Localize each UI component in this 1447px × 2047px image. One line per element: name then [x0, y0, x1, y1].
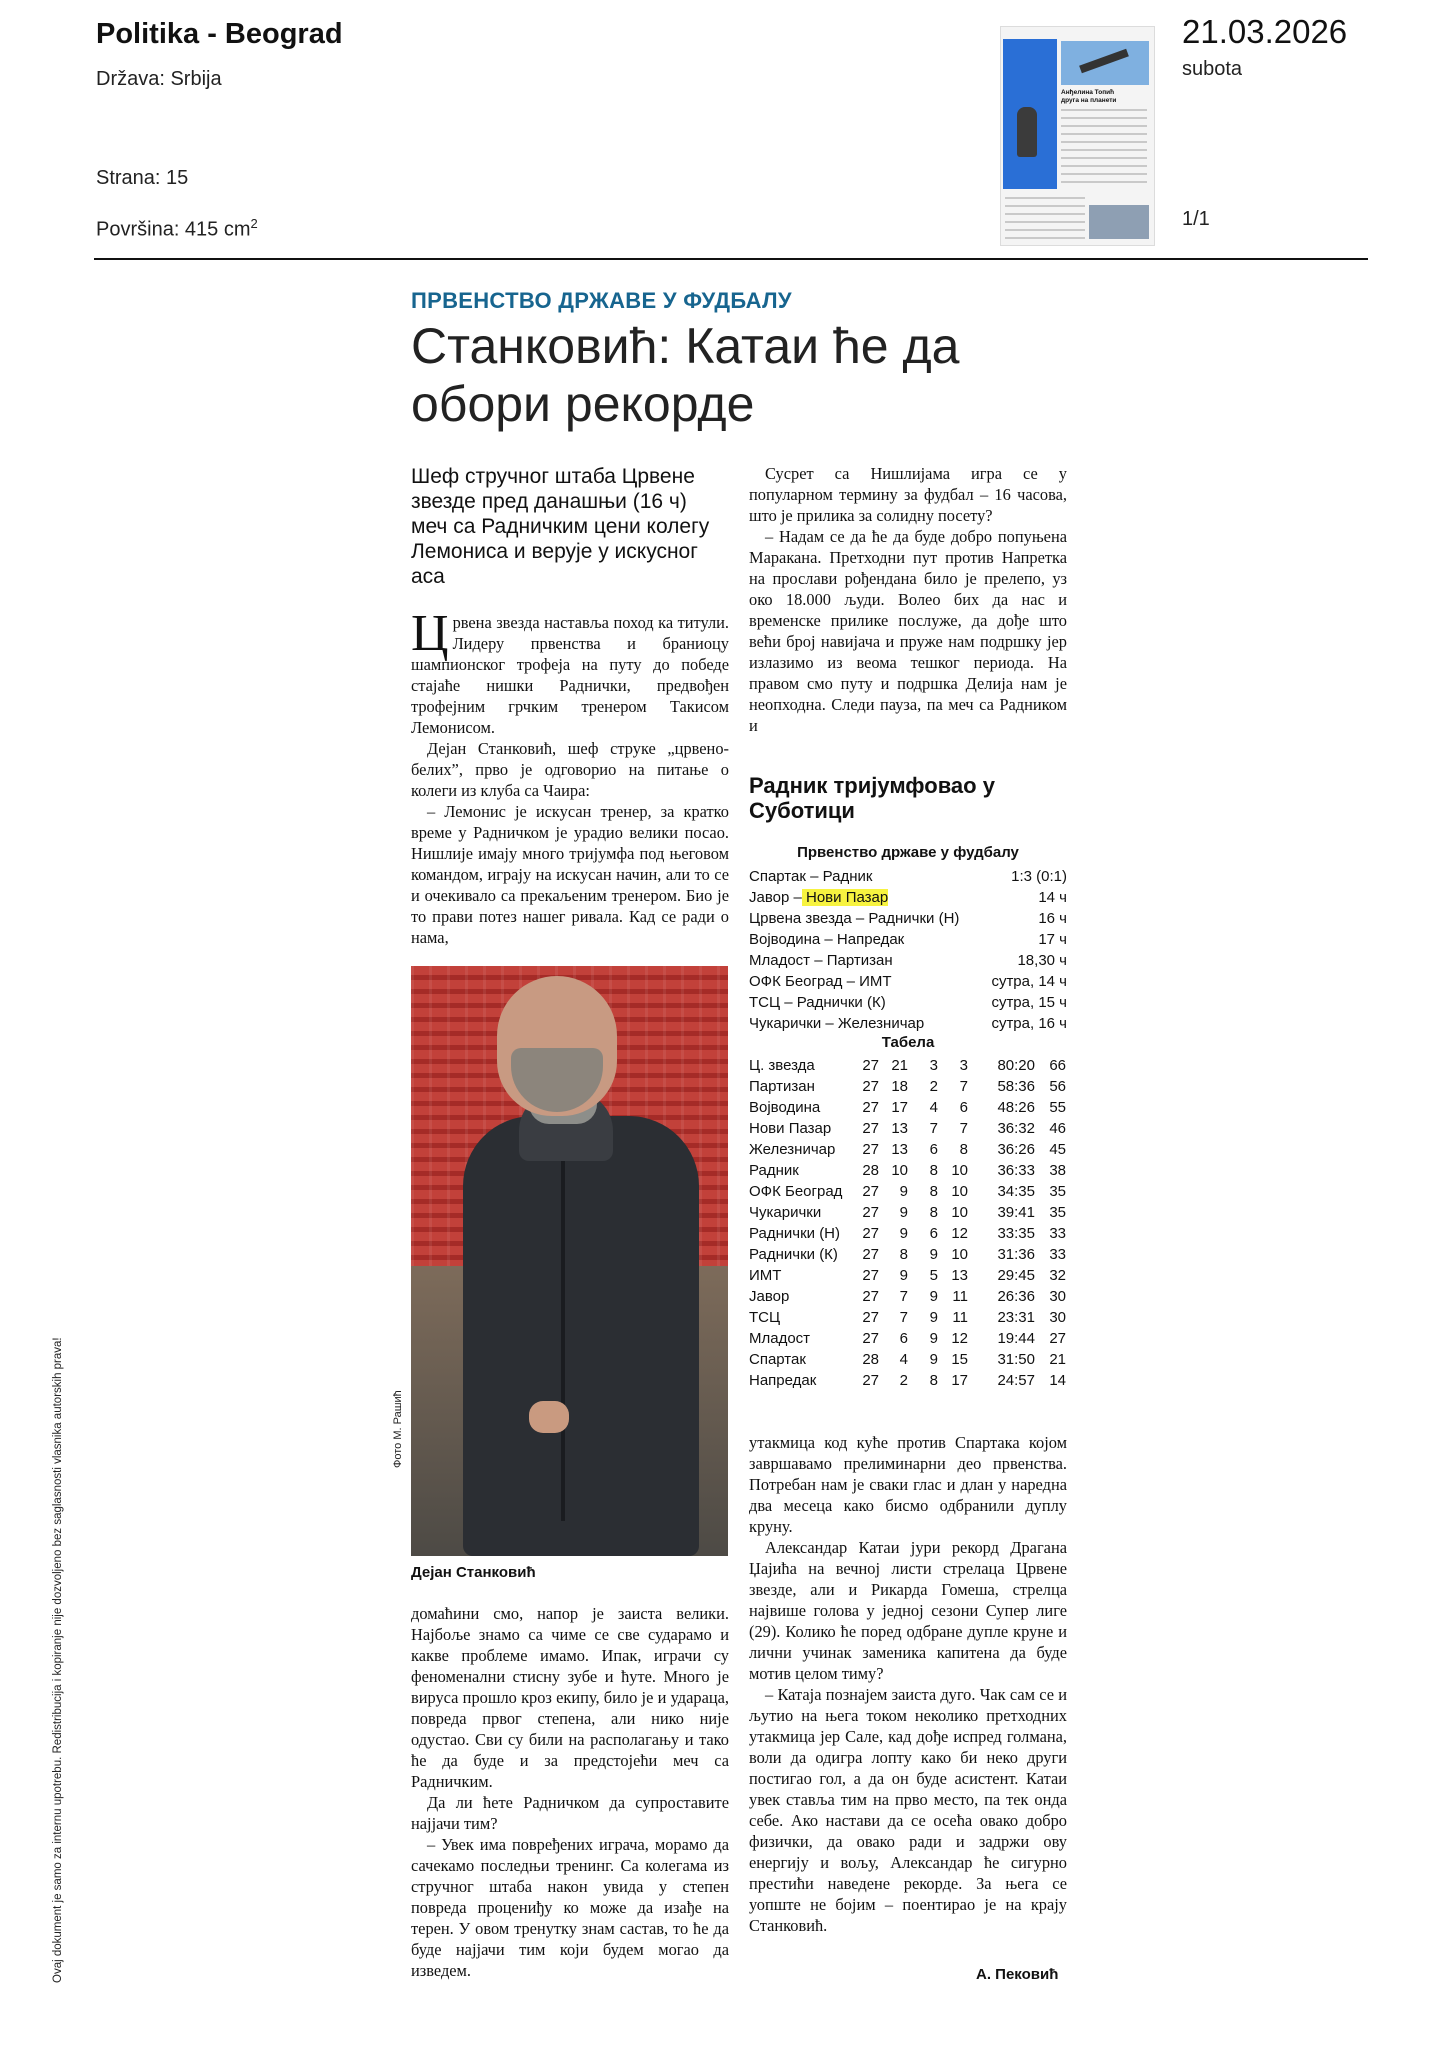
- paragraph: Сусрет са Нишлијама игра се у популарном термину за фудбал – 16 часова, што је прилика за солидну посету?: [749, 464, 1067, 525]
- article-column-2-top: [749, 463, 1067, 736]
- standings-cell-p: 28: [862, 1351, 879, 1368]
- standings-row: [749, 1160, 1066, 1181]
- standings-cell-d: 3: [929, 1057, 938, 1074]
- paragraph: – Катаја познајем заиста дуго. Чак сам се и љутио на њега током неколико претходних утакмица јер Сале, кад дође испред голмана, воли да одигра лопту како би неко други постигао гол, а да он буде асистент. Катаи увек ставља тим на прво место, па тек онда себе. Ако настави да се осећа овако добро физички, да овако ради и задржи ову енергију и вољу, Александар ће сигурно престићи наведене рекорде. За њега се уопште не бојим – поентирао је на крају Станковић.: [749, 1685, 1067, 1935]
- standings-cell-p: 27: [862, 1330, 879, 1347]
- standings-cell-team: Ц. звезда: [749, 1057, 815, 1074]
- article-photo: [411, 966, 728, 1556]
- fixtures-heading: Првенство државе у фудбалу: [797, 844, 1019, 861]
- standings-row: [749, 1202, 1066, 1223]
- standings-cell-g: 33:35: [997, 1225, 1035, 1242]
- area-superscript: 2: [250, 216, 258, 231]
- standings-cell-l: 17: [951, 1372, 968, 1389]
- standings-cell-g: 36:32: [997, 1120, 1035, 1137]
- fixture-teams: Црвена звезда – Раднички (Н): [749, 910, 960, 927]
- fixture-teams: Чукарички – Железничар: [749, 1015, 925, 1032]
- publication-name: Politika - Beograd: [96, 18, 343, 50]
- thumbnail-line: [1061, 181, 1147, 183]
- standings-cell-d: 4: [929, 1099, 938, 1116]
- paragraph: домаћини смо, напор је заиста велики. Најбоље знамо са чиме се све сударамо и какве проблеме имамо. Ипак, играчи су феноменални стисну зубе и ћуте. Много је вируса прошло кроз екипу, било је и удараца, повреда првог степена, али нико није одустао. Сви су били на располагању и тако ће да буде и за предстојећи меч са Радничким.: [411, 1604, 729, 1791]
- fixture-row: [749, 908, 1067, 929]
- standings-cell-w: 9: [899, 1204, 908, 1221]
- standings-cell-g: 58:36: [997, 1078, 1035, 1095]
- standings-cell-pts: 33: [1049, 1246, 1066, 1263]
- fixture-row: [749, 929, 1067, 950]
- standings-cell-team: ОФК Београд: [749, 1183, 843, 1200]
- page-number: Strana: 15: [96, 167, 189, 189]
- fixture-match: [749, 887, 888, 908]
- fixture-match: [749, 929, 904, 950]
- standings-cell-p: 27: [862, 1120, 879, 1137]
- standings-cell-pts: 35: [1049, 1183, 1066, 1200]
- standings-cell-l: 10: [951, 1183, 968, 1200]
- standings-cell-g: 36:33: [997, 1162, 1035, 1179]
- standings-cell-pts: 30: [1049, 1309, 1066, 1326]
- standings-cell-g: 31:50: [997, 1351, 1035, 1368]
- standings-cell-p: 27: [862, 1078, 879, 1095]
- fixture-teams: Јавор –: [749, 889, 802, 906]
- thumbnail-line: [1061, 173, 1147, 175]
- standings-cell-p: 27: [862, 1246, 879, 1263]
- standings-row: [749, 1055, 1066, 1076]
- standings-cell-g: 29:45: [997, 1267, 1035, 1284]
- fixture-result: сутра, 14 ч: [991, 973, 1067, 990]
- standings-cell-l: 15: [951, 1351, 968, 1368]
- article-lead: Шеф стручног штаба Црвене звезде пред данашњи (16 ч) меч са Радничким цени колегу Лемониса и верује у искусног аса: [411, 465, 710, 588]
- fixture-teams: ТСЦ – Раднички (К): [749, 994, 886, 1011]
- standings-cell-l: 7: [959, 1120, 968, 1137]
- thumbnail-photo-small: [1089, 205, 1149, 239]
- standings-cell-d: 9: [929, 1246, 938, 1263]
- fixture-row: [749, 866, 1067, 887]
- fixture-result: 14 ч: [1038, 889, 1067, 906]
- standings-cell-team: Нови Пазар: [749, 1120, 832, 1137]
- paragraph: – Надам се да ће да буде добро попуњена Маракана. Претходни пут против Напретка на прослави рођендана било је прелепо, уз око 18.000 људи. Волео бих да нас и временске прилике послуже, да дође што већи број навијача и пруже нам подршку јер излазимо из веома тешког периода. На правом смо путу и подршка Делија нам је неопходна. Следи пауза, па меч са Радником и: [749, 527, 1067, 735]
- thumbnail-line: [1061, 157, 1147, 159]
- thumbnail-line: [1061, 149, 1147, 151]
- standings-cell-w: 21: [891, 1057, 908, 1074]
- standings-row: [749, 1181, 1066, 1202]
- article-author: А. Пековић: [976, 1966, 1059, 1983]
- standings-row: [749, 1328, 1066, 1349]
- standings-cell-p: 28: [862, 1162, 879, 1179]
- standings-cell-w: 9: [899, 1225, 908, 1242]
- standings-cell-w: 9: [899, 1267, 908, 1284]
- issue-date: 21.03.2026: [1182, 13, 1348, 50]
- standings-cell-team: Младост: [749, 1330, 811, 1347]
- standings-row: [749, 1223, 1066, 1244]
- standings-cell-w: 13: [891, 1141, 908, 1158]
- standings-cell-p: 27: [862, 1225, 879, 1242]
- standings-cell-team: Војводина: [749, 1099, 821, 1116]
- thumbnail-line: [1061, 165, 1147, 167]
- standings-cell-team: ТСЦ: [749, 1309, 781, 1326]
- standings-cell-d: 8: [929, 1204, 938, 1221]
- standings-cell-g: 24:57: [997, 1372, 1035, 1389]
- standings-cell-l: 8: [959, 1141, 968, 1158]
- standings-cell-w: 17: [891, 1099, 908, 1116]
- paragraph: утакмица код куће против Спартака којом завршавамо прелиминарни део првенства. Потребан нам је сваки глас и длан у наредна два месеца како бисмо одбранили дуплу круну.: [749, 1433, 1067, 1536]
- standings-cell-w: 6: [899, 1330, 908, 1347]
- standings-cell-pts: 27: [1049, 1330, 1066, 1347]
- standings-cell-l: 7: [959, 1078, 968, 1095]
- standings-cell-l: 10: [951, 1246, 968, 1263]
- standings-cell-d: 9: [929, 1351, 938, 1368]
- paragraph-text: рвена звезда наставља поход ка титули. Лидеру првенства и браниоцу шампионског трофеја на путу до победе стајаће нишки Раднички, предвођен трофејним грчким тренером Такисом Лемонисом.: [411, 613, 729, 737]
- standings-cell-pts: 45: [1049, 1141, 1066, 1158]
- copyright-notice: Ovaj dokument je samo za internu upotrebu. Redistribucija i kopiranje nije dozvoljeno bez saglasnosti vlasnika autorskih prava!: [52, 1337, 64, 1983]
- fixture-highlight: Нови Пазар: [801, 889, 889, 906]
- standings-cell-team: Железничар: [749, 1141, 836, 1158]
- fixture-row: [749, 950, 1067, 971]
- fixture-match: [749, 971, 892, 992]
- standings-cell-d: 2: [929, 1078, 938, 1095]
- fixture-match: [749, 1013, 924, 1034]
- standings-cell-p: 27: [862, 1141, 879, 1158]
- thumbnail-line: [1061, 141, 1147, 143]
- standings-row: [749, 1076, 1066, 1097]
- paragraph: [411, 605, 729, 738]
- standings-cell-pts: 56: [1049, 1078, 1066, 1095]
- standings-cell-l: 10: [951, 1204, 968, 1221]
- thumbnail-line: [1005, 221, 1085, 223]
- fixture-result: 1:3 (0:1): [1011, 868, 1067, 885]
- standings-cell-w: 18: [891, 1078, 908, 1095]
- standings-cell-pts: 38: [1049, 1162, 1066, 1179]
- area-text: Površina: 415 cm: [96, 218, 251, 241]
- standings-cell-team: Радник: [749, 1162, 799, 1179]
- fixture-teams: Спартак – Радник: [749, 868, 873, 885]
- standings-cell-team: Спартак: [749, 1351, 806, 1368]
- standings-cell-g: 23:31: [997, 1309, 1035, 1326]
- standings-cell-d: 9: [929, 1288, 938, 1305]
- standings-row: [749, 1244, 1066, 1265]
- thumbnail-line: [1061, 125, 1147, 127]
- standings-cell-team: Партизан: [749, 1078, 815, 1095]
- standings-row: [749, 1286, 1066, 1307]
- thumbnail-line: [1005, 197, 1085, 199]
- article-column-2-bottom: [749, 1432, 1067, 1936]
- standings-cell-l: 11: [952, 1288, 968, 1305]
- standings-cell-d: 5: [929, 1267, 938, 1284]
- standings-cell-g: 31:36: [997, 1246, 1035, 1263]
- standings-cell-p: 27: [862, 1309, 879, 1326]
- standings-cell-pts: 35: [1049, 1204, 1066, 1221]
- standings-row: [749, 1265, 1066, 1286]
- standings-cell-l: 6: [959, 1099, 968, 1116]
- standings-cell-p: 27: [862, 1372, 879, 1389]
- standings-cell-l: 13: [951, 1267, 968, 1284]
- thumbnail-line: [1005, 237, 1085, 239]
- article-column-1-bottom: [411, 1603, 729, 1981]
- standings-cell-g: 48:26: [997, 1099, 1035, 1116]
- standings-cell-team: Раднички (К): [749, 1246, 838, 1263]
- standings-cell-team: Раднички (Н): [749, 1225, 841, 1242]
- fixture-result: сутра, 16 ч: [991, 1015, 1067, 1032]
- standings-cell-l: 12: [951, 1225, 968, 1242]
- standings-cell-w: 10: [891, 1162, 908, 1179]
- paragraph: – Увек има повређених играча, морамо да сачекамо последњи тренинг. Са колегама из стручног штаба након увида у степен повреда процениђу ко може да изађе на терен. У овом тренутку знам састав, то ће да буде најјачи тим који будем могао да изведем.: [411, 1835, 729, 1980]
- sidebar-title: Радник тријумфовао у Суботици: [749, 773, 995, 823]
- standings-cell-l: 12: [951, 1330, 968, 1347]
- fixture-match: [749, 992, 886, 1013]
- fixture-result: сутра, 15 ч: [991, 994, 1067, 1011]
- standings-cell-d: 8: [929, 1372, 938, 1389]
- standings-cell-p: 27: [862, 1267, 879, 1284]
- thumbnail-headline: Анђелина Топић друга на планети: [1061, 89, 1117, 104]
- standings-cell-l: 3: [959, 1057, 968, 1074]
- header-divider: [94, 258, 1368, 260]
- fixture-row: [749, 971, 1067, 992]
- fixture-result: 16 ч: [1038, 910, 1067, 927]
- thumbnail-line: [1061, 117, 1147, 119]
- photo-coat: [463, 1116, 699, 1556]
- fixture-row: [749, 1013, 1067, 1034]
- standings-cell-d: 6: [929, 1141, 938, 1158]
- thumbnail-line: [1005, 213, 1085, 215]
- standings-heading: Табела: [881, 1034, 935, 1051]
- article-column-1-top: [411, 605, 729, 948]
- standings-cell-d: 8: [929, 1183, 938, 1200]
- photo-credit: Фото М. Рашић: [392, 1390, 404, 1468]
- standings-cell-p: 27: [862, 1183, 879, 1200]
- standings-cell-pts: 55: [1049, 1099, 1066, 1116]
- standings-cell-g: 39:41: [997, 1204, 1035, 1221]
- standings-cell-g: 36:26: [997, 1141, 1035, 1158]
- standings-cell-d: 9: [929, 1309, 938, 1326]
- area-label: [96, 216, 258, 242]
- standings-row: [749, 1118, 1066, 1139]
- standings-cell-w: 13: [891, 1120, 908, 1137]
- paragraph: Да ли ћете Радничком да супроставите најјачи тим?: [411, 1793, 729, 1833]
- paragraph: Дејан Станковић, шеф струке „црвено-белих”, прво је одговорио на питање о колеги из клуба са Чаира:: [411, 739, 729, 800]
- standings-cell-pts: 33: [1049, 1225, 1066, 1242]
- standings-cell-g: 80:20: [997, 1057, 1035, 1074]
- standings-cell-g: 26:36: [997, 1288, 1035, 1305]
- fixture-match: [749, 908, 959, 929]
- standings-cell-d: 7: [929, 1120, 938, 1137]
- standings-row: [749, 1349, 1066, 1370]
- standings-cell-pts: 46: [1049, 1120, 1066, 1137]
- fixture-match: [749, 866, 872, 887]
- article-headline: Станковић: Катаи ће да обори рекорде: [411, 318, 960, 432]
- fixture-result: 18,30 ч: [1017, 952, 1067, 969]
- standings-cell-g: 19:44: [997, 1330, 1035, 1347]
- standings-cell-team: ИМТ: [749, 1267, 782, 1284]
- paragraph: Александар Катаи јури рекорд Драгана Џајића на вечној листи стрелаца Црвене звезде, али и Рикарда Гомеша, стрелца највише голова у једној сезони Супер лиге (29). Колико ће поред одбране дупле круне и лични учинак заменика капитена да буде мотив целом тиму?: [749, 1538, 1067, 1683]
- standings-cell-w: 7: [899, 1288, 908, 1305]
- standings-cell-team: Чукарички: [749, 1204, 822, 1221]
- standings-row: [749, 1139, 1066, 1160]
- thumbnail-line: [1061, 133, 1147, 135]
- issue-weekday: subota: [1182, 58, 1243, 80]
- thumbnail-figure: [1017, 107, 1037, 157]
- standings-cell-team: Напредак: [749, 1372, 817, 1389]
- standings-table: [749, 1055, 1066, 1391]
- standings-row: [749, 1307, 1066, 1328]
- photo-coat-zip: [561, 1141, 565, 1521]
- standings-cell-p: 27: [862, 1204, 879, 1221]
- fixture-match: [749, 950, 893, 971]
- photo-caption: Дејан Станковић: [411, 1564, 536, 1581]
- paragraph: – Лемонис је искусан тренер, за кратко време у Радничком је урадио велики посао. Нишлије имају много тријумфа под његовом командом, играју на искусан начин, али то се и очекивало са прекаљеним тренером. Био је то прави потез нашег ривала. Кад се ради о нама,: [411, 802, 729, 947]
- page-count: 1/1: [1182, 208, 1210, 230]
- fixture-row: [749, 992, 1067, 1013]
- drop-cap: Ц: [411, 605, 449, 662]
- standings-row: [749, 1370, 1066, 1391]
- standings-cell-pts: 30: [1049, 1288, 1066, 1305]
- fixtures-list: [749, 866, 1067, 1034]
- standings-cell-l: 10: [951, 1162, 968, 1179]
- standings-cell-w: 7: [899, 1309, 908, 1326]
- fixture-result: 17 ч: [1038, 931, 1067, 948]
- standings-cell-pts: 14: [1049, 1372, 1066, 1389]
- standings-cell-p: 27: [862, 1057, 879, 1074]
- standings-cell-pts: 21: [1049, 1351, 1066, 1368]
- article-kicker: ПРВЕНСТВО ДРЖАВЕ У ФУДБАЛУ: [411, 288, 792, 313]
- standings-cell-team: Јавор: [749, 1288, 790, 1305]
- standings-cell-pts: 66: [1049, 1057, 1066, 1074]
- standings-cell-g: 34:35: [997, 1183, 1035, 1200]
- standings-cell-pts: 32: [1049, 1267, 1066, 1284]
- standings-cell-w: 4: [899, 1351, 908, 1368]
- standings-cell-w: 8: [899, 1246, 908, 1263]
- standings-cell-p: 27: [862, 1099, 879, 1116]
- standings-cell-d: 8: [929, 1162, 938, 1179]
- standings-cell-d: 6: [929, 1225, 938, 1242]
- standings-row: [749, 1097, 1066, 1118]
- photo-hand: [529, 1401, 569, 1433]
- standings-cell-w: 2: [899, 1372, 908, 1389]
- standings-cell-d: 9: [929, 1330, 938, 1347]
- standings-cell-w: 9: [899, 1183, 908, 1200]
- thumbnail-line: [1005, 229, 1085, 231]
- fixture-row: [749, 887, 1067, 908]
- standings-cell-p: 27: [862, 1288, 879, 1305]
- thumbnail-line: [1005, 205, 1085, 207]
- fixture-teams: Војводина – Напредак: [749, 931, 905, 948]
- fixture-teams: Младост – Партизан: [749, 952, 893, 969]
- page-thumbnail[interactable]: [1000, 26, 1155, 246]
- country-label: Država: Srbija: [96, 68, 222, 90]
- fixture-teams: ОФК Београд – ИМТ: [749, 973, 892, 990]
- thumbnail-line: [1061, 109, 1147, 111]
- standings-cell-l: 11: [952, 1309, 968, 1326]
